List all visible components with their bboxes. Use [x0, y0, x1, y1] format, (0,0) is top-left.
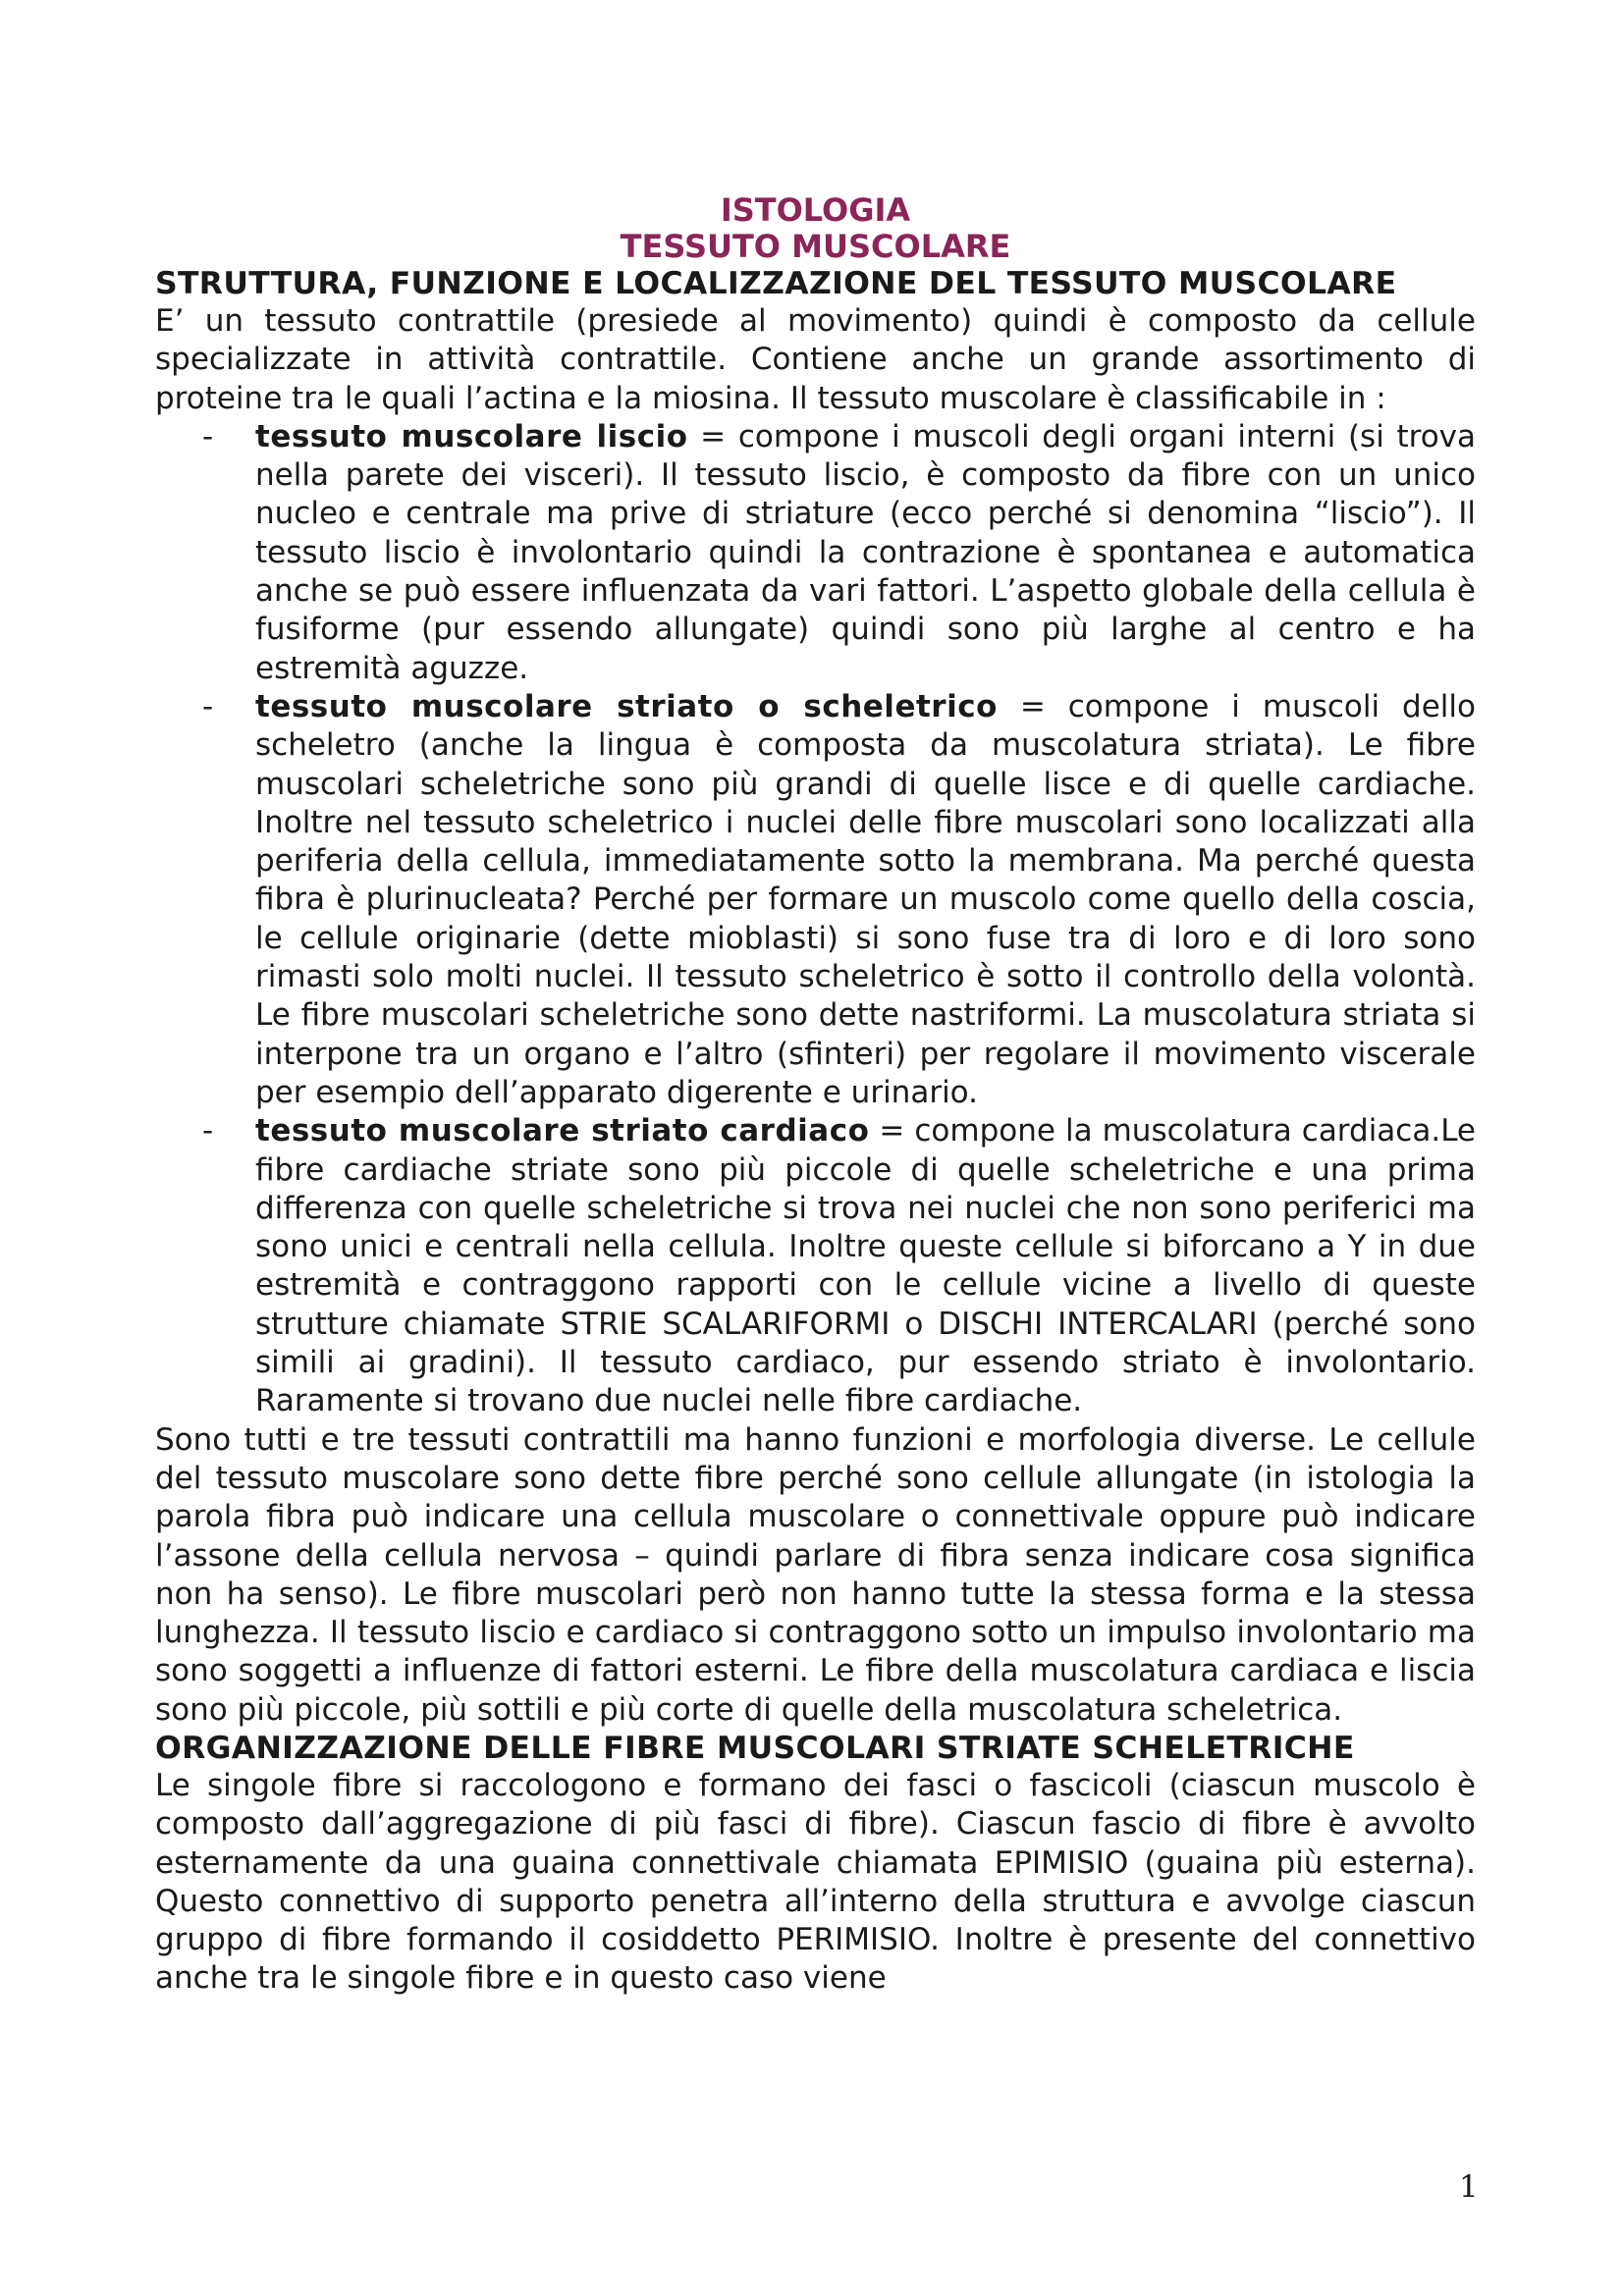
document-title	[155, 192, 1476, 265]
desc-cardiaco: = compone la muscolatura cardiaca.Le fibre cardiache striate sono più piccole di quelle scheletriche e una prima differenza con quelle scheletriche si trova nei nuclei che non sono periferici ma sono unici e centrali nella cellula. Inoltre queste cellule si biforcano a Y in due estremità e contraggono rapporti con le cellule vicine a livello di queste strutture chiamate STRIE SCALARIFORMI o DISCHI INTERCALARI (perché sono simili ai gradini). Il tessuto cardiaco, pur essendo striato è involontario. Raramente si trovano due nuclei nelle fibre cardiache.	[255, 1113, 1476, 1419]
closing-paragraph: Sono tutti e tre tessuti contrattili ma hanno funzioni e morfologia diverse. Le cellule del tessuto muscolare sono dette fibre perché sono cellule allungate (in istologia la parola fibra può indicare una cellula muscolare o connettivale oppure può indicare l’assone della cellula nervosa – quindi parlare di fibra senza indicare cosa significa non ha senso). Le fibre muscolari però non hanno tutte la stessa forma e la stessa lunghezza. Il tessuto liscio e cardiaco si contraggono sotto un impulso involontario ma sono soggetti a influenze di fattori esterni. Le fibre della muscolatura cardiaca e liscia sono più piccole, più sottili e più corte di quelle della muscolatura scheletrica.	[155, 1421, 1476, 1728]
term-scheletrico: tessuto muscolare striato o scheletrico	[255, 688, 998, 724]
term-cardiaco: tessuto muscolare striato cardiaco	[255, 1113, 870, 1149]
page-number: 1	[1459, 2169, 1479, 2205]
organizzazione-paragraph: Le singole fibre si raccologono e formano dei fasci o fascicoli (ciascun muscolo è composto dall’aggregazione di più fasci di fibre). Ciascun fascio di fibre è avvolto esternamente da una guaina connettivale chiamata EPIMISIO (guaina più esterna). Questo connettivo di supporto penetra all’interno della struttura e avvolge ciascun gruppo di fibre formando il cosiddetto PERIMISIO. Inoltre è presente del connettivo anche tra le singole fibre e in questo caso viene	[155, 1767, 1476, 1997]
desc-liscio: = compone i muscoli degli organi interni (si trova nella parete dei visceri). Il tessuto liscio, è composto da fibre con un unico nucleo e centrale ma prive di striature (ecco perché si denomina “liscio”). Il tessuto liscio è involontario quindi la contrazione è spontanea e automatica anche se può essere influenzata da vari fattori. L’aspetto globale della cellula è fusiforme (pur essendo allungate) quindi sono più larghe al centro e ha estremità aguzze.	[255, 418, 1477, 686]
desc-scheletrico: = compone i muscoli dello scheletro (anche la lingua è composta da muscolatura striata). Le fibre muscolari scheletriche sono più grandi di quelle lisce e di quelle cardiache. Inoltre nel tessuto scheletrico i nuclei delle fibre muscolari sono localizzati alla periferia della cellula, immediatamente sotto la membrana. Ma perché questa fibra è plurinucleata? Perché per formare un muscolo come quello della coscia, le cellule originarie (dette mioblasti) si sono fuse tra di loro e di loro sono rimasti solo molti nuclei. Il tessuto scheletrico è sotto il controllo della volontà. Le fibre muscolari scheletriche sono dette nastriformi. La muscolatura striata si interpone tra un organo e l’altro (sfinteri) per regolare il movimento viscerale per esempio dell’apparato digerente e urinario.	[255, 688, 1476, 1110]
term-liscio: tessuto muscolare liscio	[255, 418, 688, 454]
intro-paragraph: E’ un tessuto contrattile (presiede al movimento) quindi è composto da cellule specializzate in attività contrattile. Contiene anche un grande assortimento di proteine tra le quali l’actina e la miosina. Il tessuto muscolare è classificabile in :	[155, 303, 1476, 416]
tissue-type-list	[155, 418, 1476, 1421]
list-item-liscio	[255, 418, 1476, 688]
section-heading-struttura: STRUTTURA, FUNZIONE E LOCALIZZAZIONE DEL TESSUTO MUSCOLARE	[155, 266, 1397, 301]
list-item-scheletrico	[255, 688, 1476, 1112]
section-heading-organizzazione: ORGANIZZAZIONE DELLE FIBRE MUSCOLARI STRIATE SCHELETRICHE	[155, 1730, 1355, 1766]
list-item-cardiaco	[255, 1112, 1476, 1420]
document-page	[155, 192, 1476, 1999]
title-line-tessuto-muscolare: TESSUTO MUSCOLARE	[620, 228, 1011, 265]
title-line-istologia: ISTOLOGIA	[720, 191, 911, 229]
